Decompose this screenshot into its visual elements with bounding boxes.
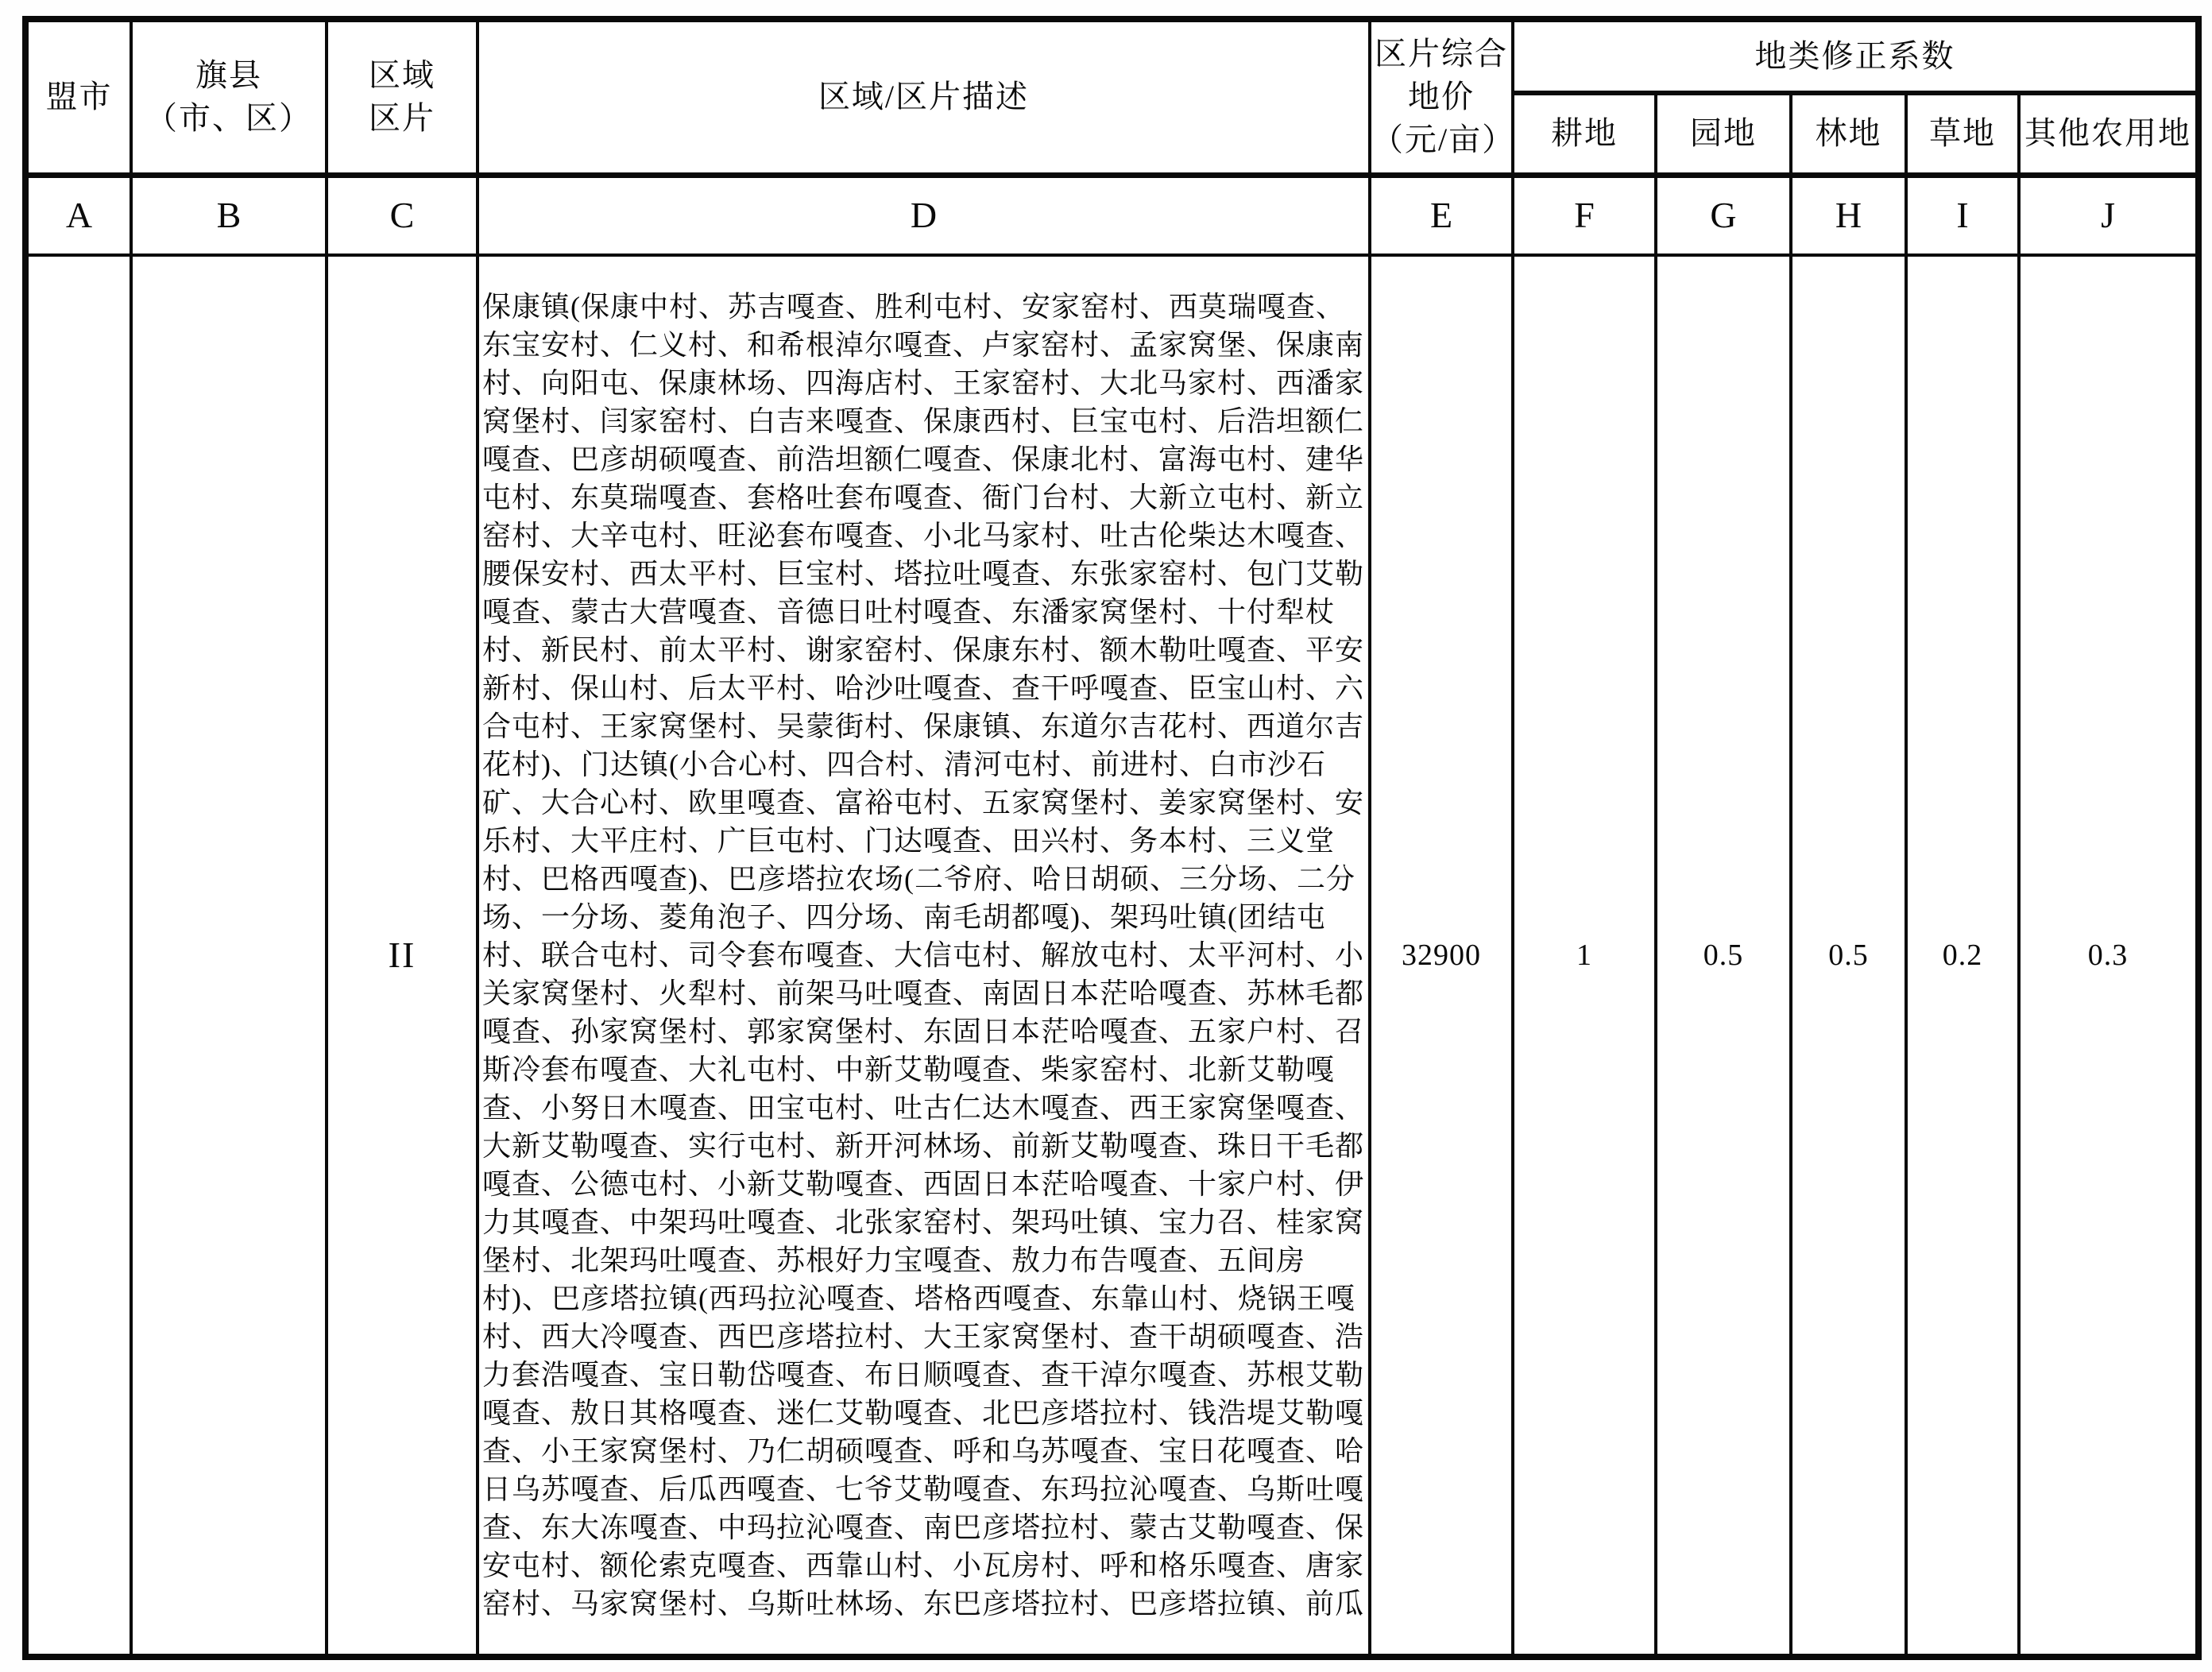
description-line: 合屯村、王家窝堡村、吴蒙街村、保康镇、东道尔吉花村、西道尔吉 <box>482 710 1365 742</box>
description-line: 村、向阳屯、保康林场、四海店村、王家窑村、大北马家村、西潘家 <box>482 366 1365 399</box>
description-line: 大新艾勒嘎查、实行屯村、新开河林场、前新艾勒嘎查、珠日干毛都 <box>482 1129 1365 1162</box>
description-line: 查、小努日木嘎查、田宝屯村、吐古仁达木嘎查、西王家窝堡嘎查、 <box>482 1091 1365 1124</box>
cell-coef-other: 0.3 <box>2019 255 2198 1658</box>
cell-zone: II <box>327 255 478 1658</box>
column-letter-c: C <box>327 175 478 255</box>
cell-coef-cultivated: 1 <box>1513 255 1656 1658</box>
header-banner-county <box>131 19 327 175</box>
column-letter-a: A <box>25 175 131 255</box>
description-line: 关家窝堡村、火犁村、前架马吐嘎查、南固日本茫哈嘎查、苏林毛都 <box>482 977 1365 1009</box>
header-league-city-label: 盟市 <box>45 79 113 115</box>
description-line: 嘎查、蒙古大营嘎查、音德日吐村嘎查、东潘家窝堡村、十付犁杖 <box>482 595 1336 628</box>
cell-league-city <box>25 255 131 1658</box>
description-line: 查、小王家窝堡村、乃仁胡硕嘎查、呼和乌苏嘎查、宝日花嘎查、哈 <box>482 1434 1365 1467</box>
description-line: 村)、巴彦塔拉镇(西玛拉沁嘎查、塔格西嘎查、东靠山村、烧锅王嘎 <box>482 1282 1355 1314</box>
header-banner-county-line2: （市、区） <box>145 100 312 137</box>
column-letter-b: B <box>131 175 327 255</box>
header-zone-line2: 区片 <box>369 100 435 137</box>
header-coef-other: 其他农用地 <box>2019 93 2198 175</box>
header-coef-group <box>1513 19 2198 93</box>
column-letter-f: F <box>1513 175 1656 255</box>
description-line: 窝堡村、闫家窑村、白吉来嘎查、保康西村、巨宝屯村、后浩坦额仁 <box>482 404 1365 437</box>
description-line: 腰保安村、西太平村、巨宝村、塔拉吐嘎查、东张家窑村、包门艾勒 <box>482 557 1365 590</box>
cell-coef-forest: 0.5 <box>1791 255 1906 1658</box>
description-line: 场、一分场、菱角泡子、四分场、南毛胡都嘎)、架玛吐镇(团结屯 <box>482 900 1326 933</box>
header-coef-forest: 林地 <box>1791 93 1906 175</box>
header-coef-group-label: 地类修正系数 <box>1754 38 1955 74</box>
data-row <box>25 255 2198 1658</box>
description-line: 堡村、北架玛吐嘎查、苏根好力宝嘎查、敖力布告嘎查、五间房 <box>482 1244 1306 1276</box>
description-line: 查、东大冻嘎查、中玛拉沁嘎查、南巴彦塔拉村、蒙古艾勒嘎查、保 <box>482 1511 1365 1543</box>
description-line: 日乌苏嘎查、后瓜西嘎查、七爷艾勒嘎查、东玛拉沁嘎查、乌斯吐嘎 <box>482 1473 1365 1505</box>
description-line: 嘎查、公德屯村、小新艾勒嘎查、西固日本茫哈嘎查、十家户村、伊 <box>482 1167 1365 1200</box>
description-line: 乐村、大平庄村、广巨屯村、门达嘎查、田兴村、务本村、三义堂 <box>482 824 1336 857</box>
header-description <box>478 19 1370 175</box>
description-line: 窑村、大辛屯村、旺泌套布嘎查、小北马家村、吐古伦柴达木嘎查、 <box>482 519 1365 552</box>
description-line: 屯村、东莫瑞嘎查、套格吐套布嘎查、衙门台村、大新立屯村、新立 <box>482 481 1365 513</box>
description-line: 新村、保山村、后太平村、哈沙吐嘎查、查干呼嘎查、臣宝山村、六 <box>482 672 1365 704</box>
header-coef-grass: 草地 <box>1906 93 2019 175</box>
column-letter-g: G <box>1656 175 1791 255</box>
cell-price: 32900 <box>1370 255 1513 1658</box>
header-price-line1: 区片综合 <box>1375 36 1508 72</box>
description-line: 村、联合屯村、司令套布嘎查、大信屯村、解放屯村、太平河村、小 <box>482 939 1365 971</box>
cell-description <box>478 255 1370 1658</box>
column-letter-d: D <box>478 175 1370 255</box>
description-line: 保康镇(保康中村、苏吉嘎查、胜利屯村、安家窑村、西莫瑞嘎查、 <box>482 290 1345 323</box>
header-zone-line1: 区域 <box>369 57 435 94</box>
description-line: 矿、大合心村、欧里嘎查、富裕屯村、五家窝堡村、姜家窝堡村、安 <box>482 786 1365 819</box>
description-line: 力其嘎查、中架玛吐嘎查、北张家窑村、架玛吐镇、宝力召、桂家窝 <box>482 1206 1365 1238</box>
description-line: 力套浩嘎查、宝日勒岱嘎查、布日顺嘎查、查干淖尔嘎查、苏根艾勒 <box>482 1358 1365 1391</box>
description-line: 村、西大冷嘎查、西巴彦塔拉村、大王家窝堡村、查干胡硕嘎查、浩 <box>482 1320 1365 1353</box>
cell-coef-grass: 0.2 <box>1906 255 2019 1658</box>
header-description-label: 区域/区片描述 <box>818 79 1030 115</box>
column-letter-e: E <box>1370 175 1513 255</box>
header-zone <box>327 19 478 175</box>
column-letter-j: J <box>2019 175 2198 255</box>
description-line: 东宝安村、仁义村、和希根淖尔嘎查、卢家窑村、孟家窝堡、保康南 <box>482 328 1365 361</box>
description-line: 窑村、马家窝堡村、乌斯吐林场、东巴彦塔拉村、巴彦塔拉镇、前瓜 <box>482 1587 1365 1620</box>
description-line: 村、新民村、前太平村、谢家窑村、保康东村、额木勒吐嘎查、平安 <box>482 633 1365 666</box>
cell-banner-county <box>131 255 327 1658</box>
column-letter-i: I <box>1906 175 2019 255</box>
column-letter-h: H <box>1791 175 1906 255</box>
header-price-line3: （元/亩） <box>1371 122 1516 158</box>
header-banner-county-line1: 旗县 <box>195 57 262 94</box>
header-row-1 <box>25 19 2198 93</box>
description-line: 安屯村、额伦索克嘎查、西靠山村、小瓦房村、呼和格乐嘎查、唐家 <box>482 1549 1365 1581</box>
description-line: 斯冷套布嘎查、大礼屯村、中新艾勒嘎查、柴家窑村、北新艾勒嘎 <box>482 1053 1336 1086</box>
column-letter-row <box>25 175 2198 255</box>
header-coef-cultivated: 耕地 <box>1513 93 1656 175</box>
description-line: 花村)、门达镇(小合心村、四合村、清河屯村、前进村、白市沙石 <box>482 748 1326 780</box>
description-line: 嘎查、孙家窝堡村、郭家窝堡村、东固日本茫哈嘎查、五家户村、召 <box>482 1015 1365 1047</box>
description-line: 嘎查、敖日其格嘎查、迷仁艾勒嘎查、北巴彦塔拉村、钱浩堤艾勒嘎 <box>482 1396 1365 1429</box>
header-price-line2: 地价 <box>1408 79 1475 115</box>
land-price-table <box>22 16 2202 1660</box>
cell-coef-garden: 0.5 <box>1656 255 1791 1658</box>
header-coef-garden: 园地 <box>1656 93 1791 175</box>
description-line: 嘎查、巴彦胡硕嘎查、前浩坦额仁嘎查、保康北村、富海屯村、建华 <box>482 443 1365 475</box>
header-league-city <box>25 19 131 175</box>
header-price <box>1370 19 1516 175</box>
description-line: 村、巴格西嘎查)、巴彦塔拉农场(二爷府、哈日胡硕、三分场、二分 <box>482 862 1355 895</box>
